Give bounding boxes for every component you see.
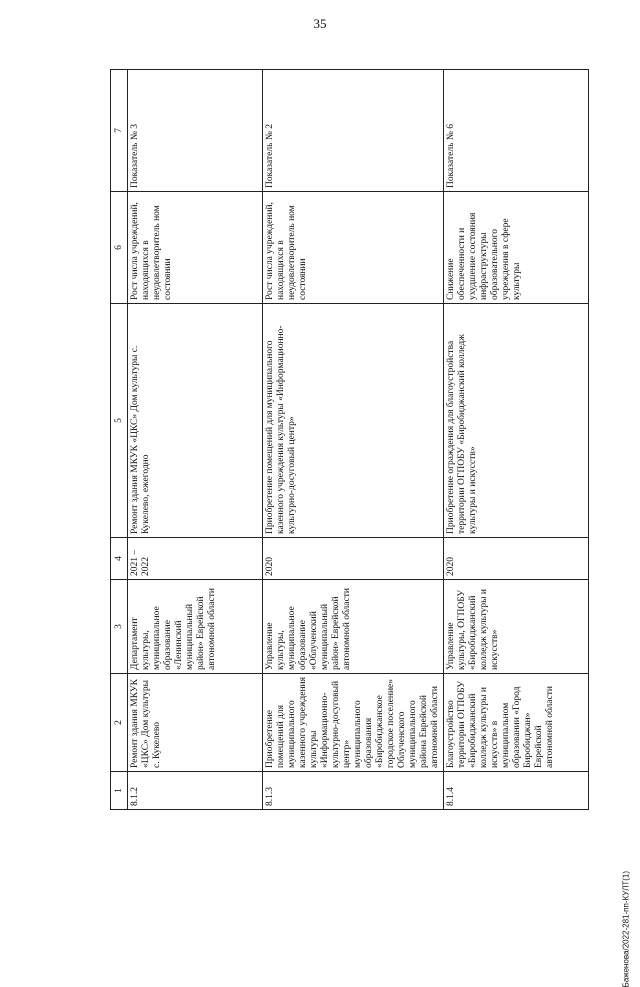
rotated-table-inner xyxy=(110,70,580,810)
activity-name: Благоустройство территории ОГПОБУ «Биробиджанский колледж культуры и искусств» в муниципальном образовании «Город Биробиджан» Еврейской автономной области xyxy=(444,674,589,772)
document-footer-code: Баженова/2022-281-пп-КУЛТ(1) xyxy=(621,871,630,987)
executor: Управление культуры, муниципальное образование «Облученский муниципальный район» Еврейской автономной области xyxy=(263,580,444,674)
header-cell: 6 xyxy=(111,192,128,304)
header-cell: 1 xyxy=(111,772,128,810)
rotated-table-wrapper xyxy=(110,70,580,810)
expected-result: Приобретение ограждения для благоустройства территории ОГПОБУ «Биробиджанский колледж культуры и искусств» xyxy=(444,304,589,538)
years: 2021 – 2022 xyxy=(128,538,263,580)
header-cell: 7 xyxy=(111,70,128,192)
consequence: Снижение обеспеченности и ухудшение состояния инфраструктуры образовательного учреждения в сфере культуры xyxy=(444,192,589,304)
activity-name: Ремонт здания МКУК «ЦКС» Дом культуры с. Кукелево xyxy=(128,674,263,772)
program-activities-table xyxy=(110,69,589,810)
header-cell: 3 xyxy=(111,580,128,674)
years: 2020 xyxy=(263,538,444,580)
header-cell: 2 xyxy=(111,674,128,772)
row-number: 8.1.3 xyxy=(263,772,444,810)
row-number: 8.1.2 xyxy=(128,772,263,810)
expected-result: Ремонт здания МКУК «ЦКС» Дом культуры с. Кукелево, ежегодно xyxy=(128,304,263,538)
header-cell: 4 xyxy=(111,538,128,580)
table-row xyxy=(444,70,589,810)
years: 2020 xyxy=(444,538,589,580)
table-row xyxy=(128,70,263,810)
table-row xyxy=(263,70,444,810)
page-number: 35 xyxy=(313,16,327,31)
header-cell: 5 xyxy=(111,304,128,538)
indicator: Показатель № 6 xyxy=(444,70,589,192)
row-number: 8.1.4 xyxy=(444,772,589,810)
executor: Управление культуры, ОГПОБУ «Биробиджанский колледж культуры и искусств» xyxy=(444,580,589,674)
activity-name: Приобретение помещений для муниципального казенного учреждения культуры «Информационно-культурно-досуговый центр» муниципального образования «Биробиджанское городское поселение» Облученского муниципального района Еврейской автономной области xyxy=(263,674,444,772)
executor: Департамент культуры, муниципальное образование «Ленинский муниципальный район» Еврейской автономной области xyxy=(128,580,263,674)
consequence: Рост числа учреждений, находящихся в неудовлетворитель ном состоянии xyxy=(263,192,444,304)
indicator: Показатель № 2 xyxy=(263,70,444,192)
indicator: Показатель № 3 xyxy=(128,70,263,192)
expected-result: Приобретение помещений для муниципального казенного учреждения культуры «Информационно-культурно-досуговый центр» xyxy=(263,304,444,538)
consequence: Рост числа учреждений, находящихся в неудовлетворитель ном состоянии xyxy=(128,192,263,304)
table-header-row xyxy=(111,70,128,810)
